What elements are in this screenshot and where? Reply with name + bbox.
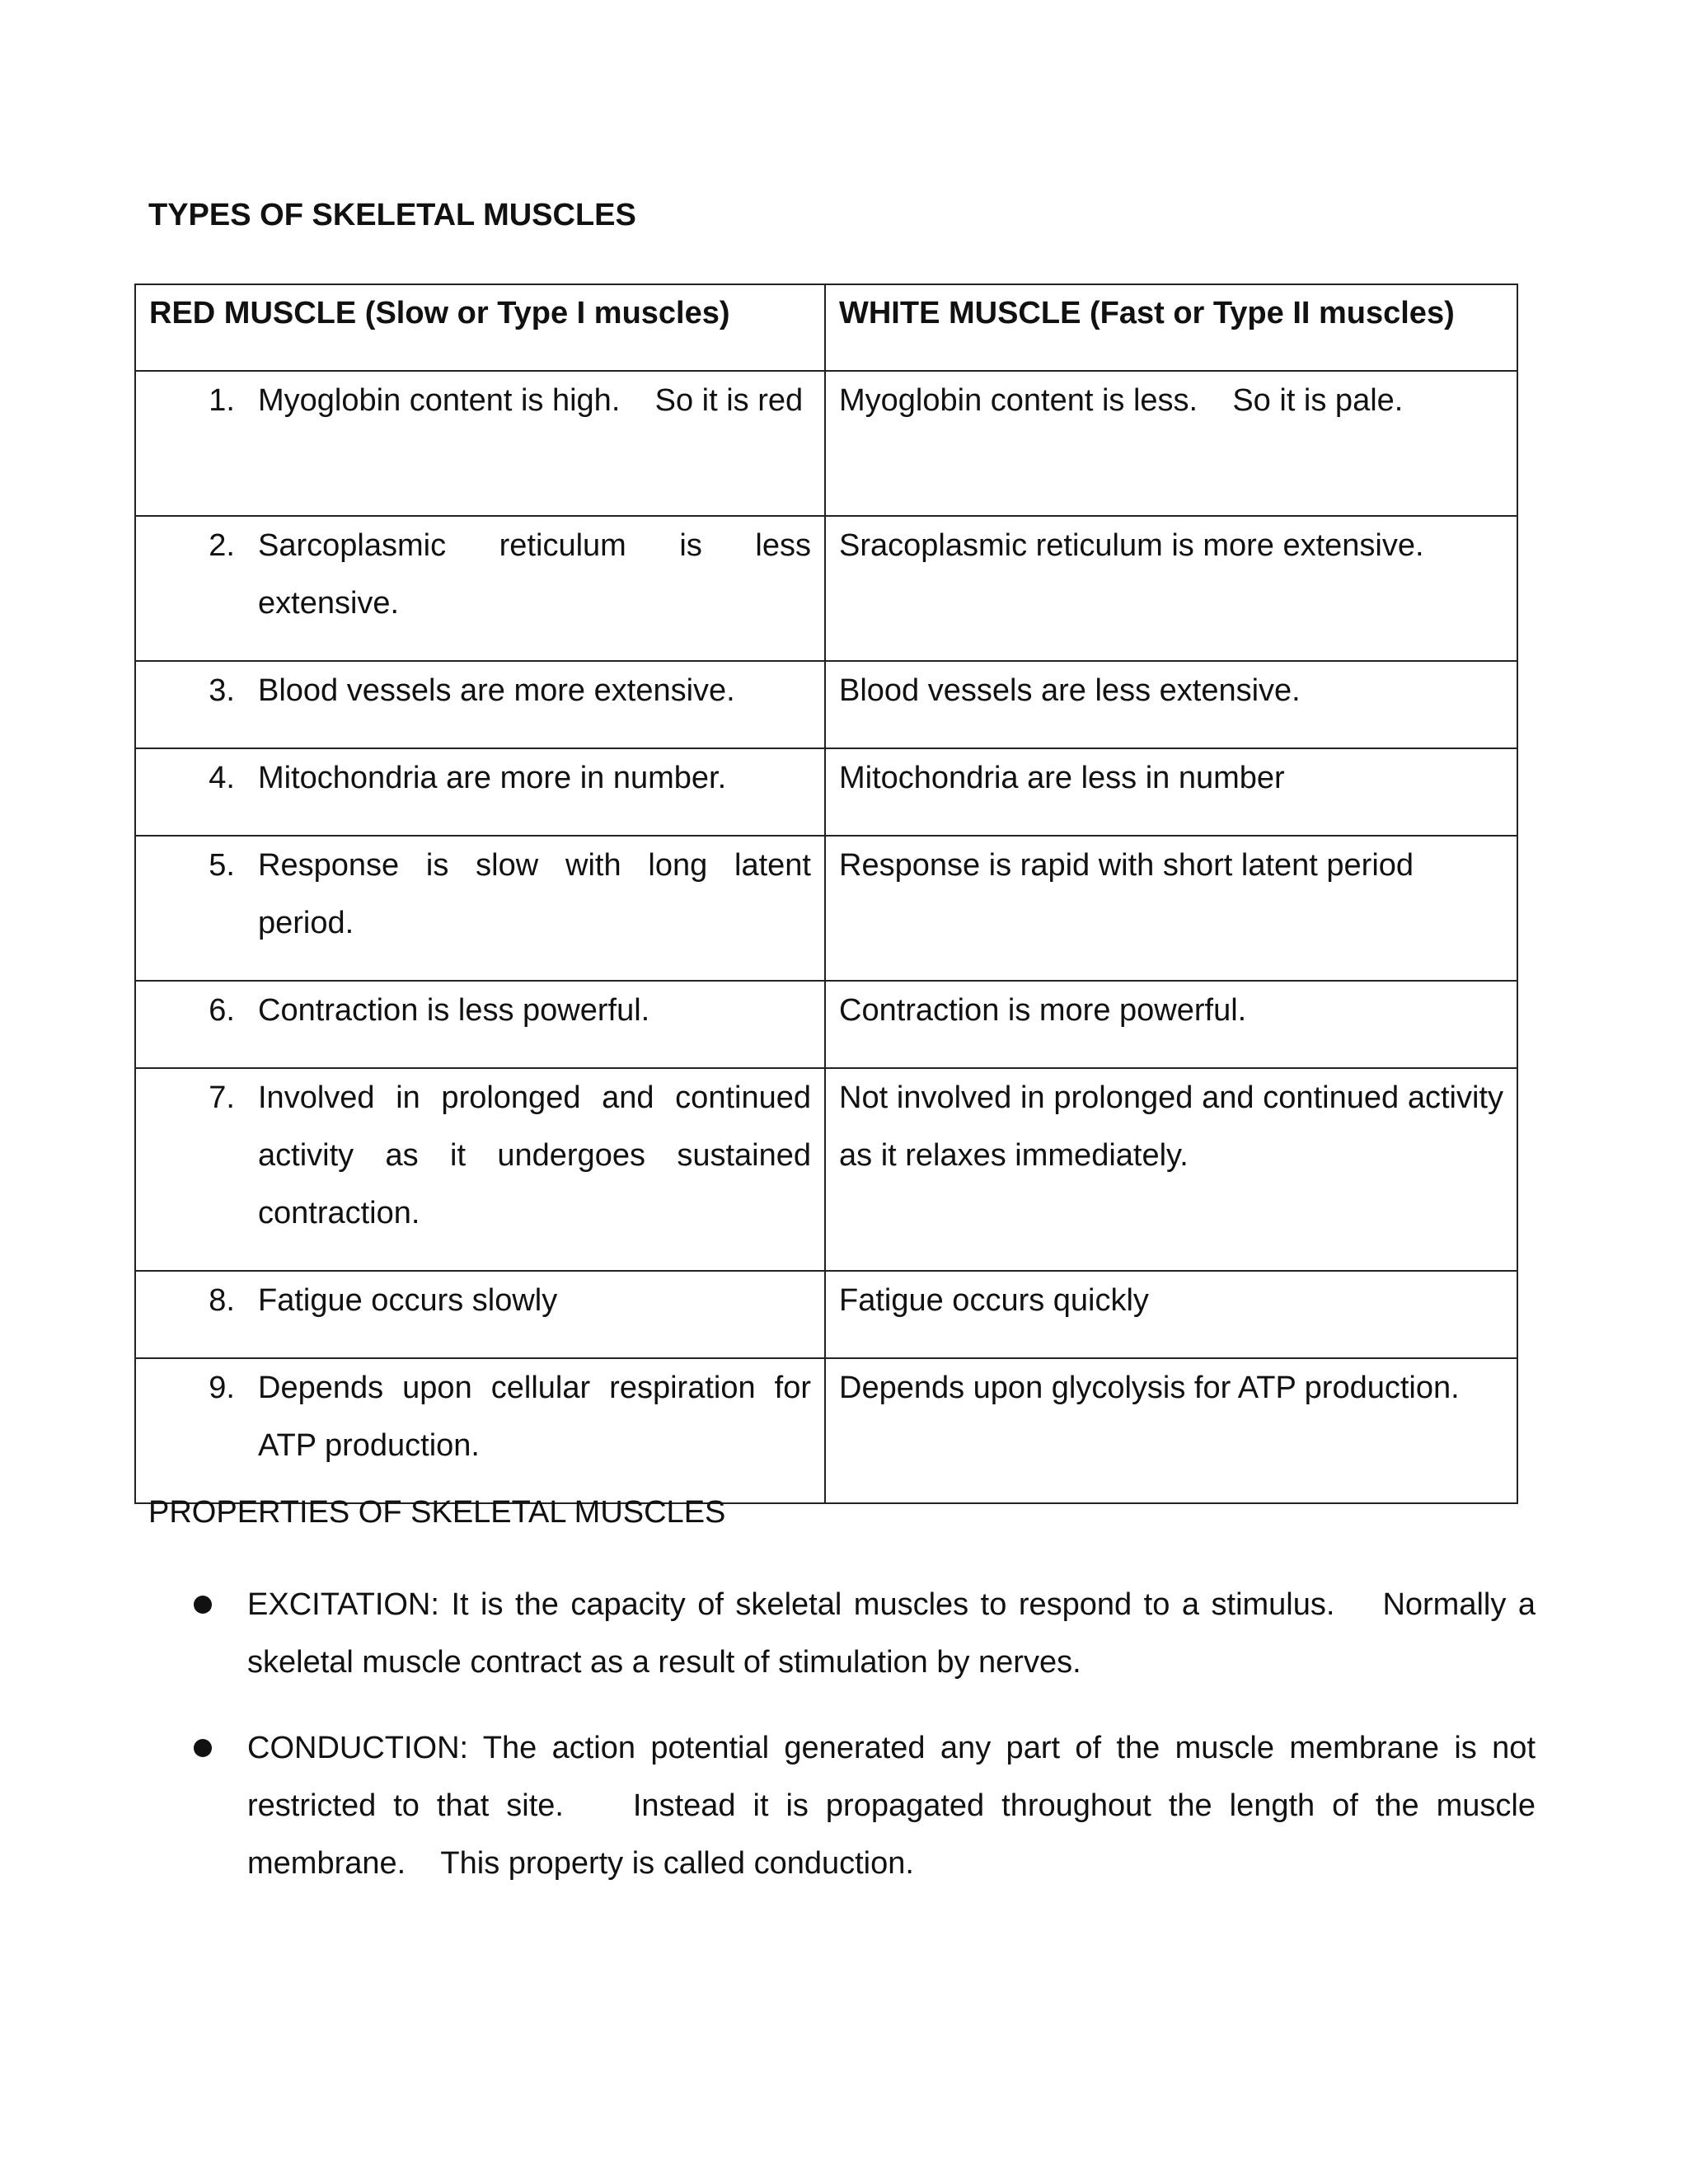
white-cell: Myoglobin content is less. So it is pale. bbox=[825, 371, 1517, 516]
header-white-muscle: WHITE MUSCLE (Fast or Type II muscles) bbox=[825, 284, 1517, 371]
white-cell: Sracoplasmic reticulum is more extensive. bbox=[825, 516, 1517, 661]
red-cell bbox=[135, 1358, 825, 1503]
white-cell: Response is rapid with short latent period bbox=[825, 836, 1517, 981]
white-cell: Depends upon glycolysis for ATP production. bbox=[825, 1358, 1517, 1503]
white-cell: Mitochondria are less in number bbox=[825, 748, 1517, 836]
row-number: 3. bbox=[209, 673, 235, 708]
red-cell bbox=[135, 516, 825, 661]
row-number: 9. bbox=[209, 1371, 235, 1405]
table-row bbox=[135, 661, 1517, 748]
red-cell bbox=[135, 981, 825, 1068]
row-number: 4. bbox=[209, 761, 235, 795]
properties-heading: PROPERTIES OF SKELETAL MUSCLES bbox=[148, 1495, 726, 1530]
table-row bbox=[135, 748, 1517, 836]
red-text: Contraction is less powerful. bbox=[258, 993, 650, 1028]
red-text: Mitochondria are more in number. bbox=[258, 761, 727, 795]
table-row bbox=[135, 371, 1517, 516]
list-item bbox=[192, 1719, 1536, 1892]
list-item bbox=[192, 1576, 1536, 1691]
row-number: 8. bbox=[209, 1283, 235, 1318]
red-cell bbox=[135, 661, 825, 748]
white-cell: Blood vessels are less extensive. bbox=[825, 661, 1517, 748]
white-cell: Contraction is more powerful. bbox=[825, 981, 1517, 1068]
red-text: Depends upon cellular respiration for ATP production. bbox=[258, 1371, 811, 1463]
row-number: 1. bbox=[209, 383, 235, 418]
red-cell bbox=[135, 1271, 825, 1358]
table-row bbox=[135, 516, 1517, 661]
red-text: Fatigue occurs slowly bbox=[258, 1283, 558, 1318]
red-text: Myoglobin content is high. So it is red bbox=[258, 383, 804, 418]
red-cell bbox=[135, 1068, 825, 1271]
row-number: 2. bbox=[209, 528, 235, 563]
table-row bbox=[135, 981, 1517, 1068]
page-title: TYPES OF SKELETAL MUSCLES bbox=[148, 198, 636, 232]
red-cell bbox=[135, 836, 825, 981]
white-cell: Fatigue occurs quickly bbox=[825, 1271, 1517, 1358]
table-row bbox=[135, 1358, 1517, 1503]
bullet-icon bbox=[194, 1739, 212, 1757]
table-row bbox=[135, 1271, 1517, 1358]
red-cell bbox=[135, 748, 825, 836]
table-row bbox=[135, 1068, 1517, 1271]
row-number: 6. bbox=[209, 993, 235, 1028]
row-number: 5. bbox=[209, 848, 235, 883]
header-red-muscle: RED MUSCLE (Slow or Type I muscles) bbox=[135, 284, 825, 371]
red-text: Blood vessels are more extensive. bbox=[258, 673, 735, 708]
table-header-row bbox=[135, 284, 1517, 371]
red-cell bbox=[135, 371, 825, 516]
red-text: Response is slow with long latent period. bbox=[258, 848, 811, 940]
red-text: Involved in prolonged and continued activity as it undergoes sustained contraction. bbox=[258, 1080, 811, 1230]
property-text: EXCITATION: It is the capacity of skeletal muscles to respond to a stimulus. Normally a skeletal muscle contract as a result of stimulation by nerves. bbox=[247, 1587, 1536, 1680]
bullet-icon bbox=[194, 1596, 212, 1614]
property-text: CONDUCTION: The action potential generated any part of the muscle membrane is not restricted to that site. Instead it is propagated throughout the length of the muscle membrane. This property is called conduction. bbox=[247, 1731, 1536, 1881]
properties-list bbox=[192, 1576, 1536, 1920]
muscle-comparison-table bbox=[134, 284, 1518, 1504]
row-number: 7. bbox=[209, 1080, 235, 1115]
red-text: Sarcoplasmic reticulum is less extensive. bbox=[258, 528, 811, 621]
table-row bbox=[135, 836, 1517, 981]
white-cell: Not involved in prolonged and continued activity as it relaxes immediately. bbox=[825, 1068, 1517, 1271]
